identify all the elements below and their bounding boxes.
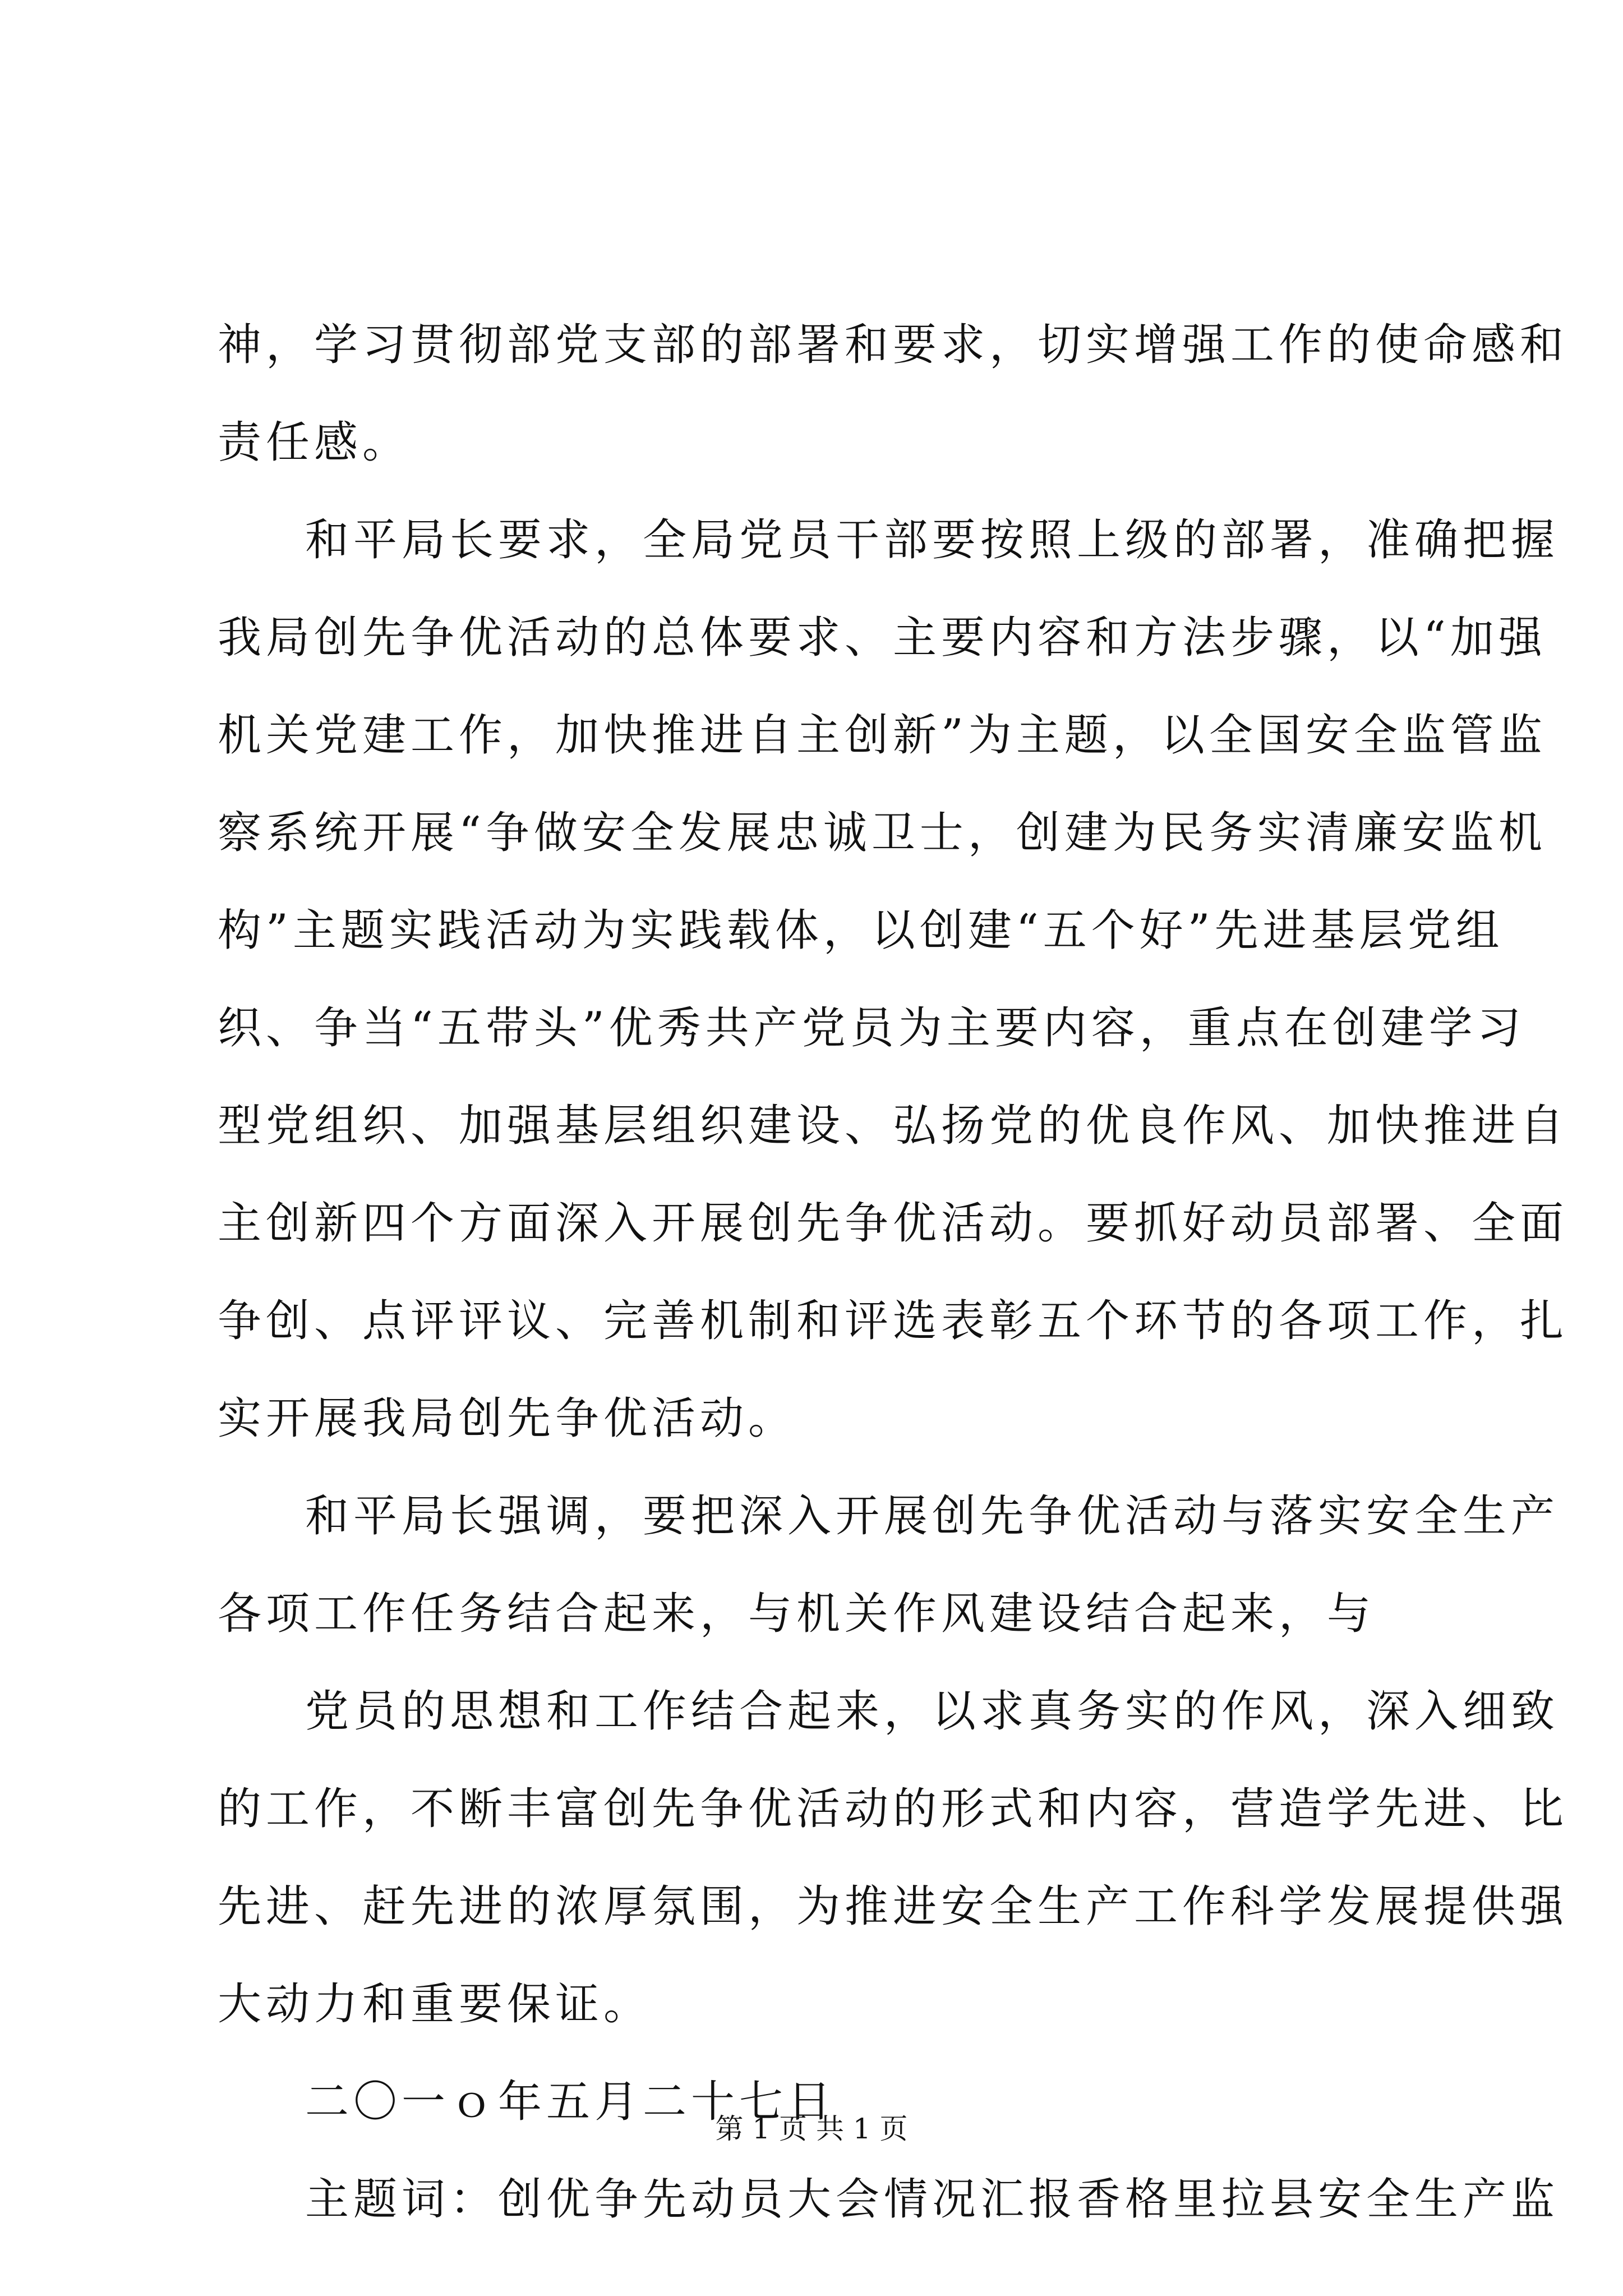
text-line: 先进、赶先进的浓厚氛围，为推进安全生产工作科学发展提供强	[218, 1881, 1569, 1932]
text-line: 型党组织、加强基层组织建设、弘扬党的优良作风、加快推进自	[218, 1101, 1569, 1151]
document-body	[218, 296, 1569, 2248]
text-line: 的工作，不断丰富创先争优活动的形式和内容，营造学先进、比	[218, 1784, 1569, 1834]
text-line: 争创、点评评议、完善机制和评选表彰五个环节的各项工作，扎	[218, 1296, 1569, 1346]
paragraph-start-line: 和平局长要求，全局党员干部要按照上级的部署，准确把握	[305, 515, 1560, 565]
text-line: 我局创先争优活动的总体要求、主要内容和方法步骤，以“加强	[218, 613, 1547, 663]
date-line: 二〇一ｏ年五月二十七日	[305, 2077, 836, 2127]
text-line: 机关党建工作，加快推进自主创新”为主题，以全国安全监管监	[218, 710, 1547, 761]
text-line: 构”主题实践活动为实践载体，以创建“五个好”先进基层党组	[218, 905, 1504, 956]
text-line: 责任感。	[218, 417, 411, 468]
text-line: 织、争当“五带头”优秀共产党员为主要内容，重点在创建学习	[218, 1003, 1525, 1053]
paragraph-start-line: 和平局长强调，要把深入开展创先争优活动与落实安全生产	[305, 1491, 1560, 1542]
text-line: 大动力和重要保证。	[218, 1979, 652, 2030]
text-line: 实开展我局创先争优活动。	[218, 1393, 797, 1444]
text-line: 各项工作任务结合起来，与机关作风建设结合起来，与	[218, 1589, 1376, 1639]
text-line: 察系统开展“争做安全发展忠诚卫士，创建为民务实清廉安监机	[218, 808, 1547, 858]
page-footer: 第 1 页 共 1 页	[715, 2113, 908, 2145]
paragraph-start-line: 党员的思想和工作结合起来，以求真务实的作风，深入细致	[305, 1686, 1560, 1737]
text-line: 神，学习贯彻部党支部的部署和要求，切实增强工作的使命感和	[218, 320, 1569, 370]
text-line: 主创新四个方面深入开展创先争优活动。要抓好动员部署、全面	[218, 1198, 1569, 1249]
subject-keywords-line: 主题词：创优争先动员大会情况汇报香格里拉县安全生产监	[305, 2174, 1560, 2225]
